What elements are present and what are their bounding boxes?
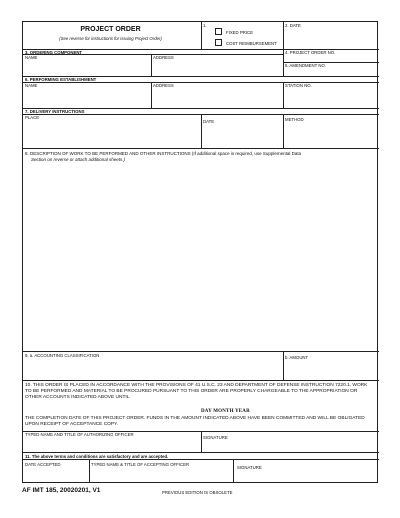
edition-note: PREVIOUS EDITION IS OBSOLETE [162,490,233,495]
delivery-method-label: METHOD [285,117,304,122]
delivery-date-field[interactable] [202,125,282,147]
delivery-method-field[interactable] [284,123,378,147]
form-title: PROJECT ORDER [80,26,141,33]
authorizing-officer-field[interactable] [24,438,200,451]
item1-number: 1. [203,23,207,28]
performing-name-label: NAME [25,83,38,88]
performing-address-label: ADDRESS [153,83,174,88]
accounting-classification-field[interactable] [24,359,282,379]
amendment-no-field[interactable] [284,68,378,75]
amount-field[interactable] [284,361,378,379]
delivery-date-label: DATE [203,119,215,124]
date-field[interactable] [284,29,378,46]
description-label-line1: 8. DESCRIPTION OF WORK TO BE PERFORMED AND OTHER INSTRUCTIONS (If additional space is required, use Supplemental Data [25,151,302,156]
day-month-year-label: DAY MONTH YEAR [201,409,250,414]
authorizing-officer-label: TYPED NAME AND TITLE OF AUTHORIZING OFFICER [25,432,134,437]
performing-name-field[interactable] [24,89,150,107]
completion-statement: THE COMPLETION DATE OF THIS PROJECT ORDER. FUNDS IN THE AMOUNT INDICATED ABOVE HAVE BEEN COMMITTED AND WILL BE OBLIGATED UPON RECEIPT OF ACCEPTANCE COPY. [25,416,365,427]
description-label-line2: Section on reverse or attach additional sheets.) [31,157,126,162]
amendment-no-label: 5. AMENDMENT NO. [285,63,326,68]
authorizing-signature-field[interactable] [202,441,378,451]
completion-date-field[interactable] [199,399,259,407]
amount-label: b. AMOUNT [285,355,309,360]
ordering-name-label: NAME [25,55,38,60]
accounting-classification-label: 9. a. ACCOUNTING CLASSIFICATION [25,353,100,358]
accepting-officer-field[interactable] [90,468,232,482]
accepting-officer-label: TYPED NAME & TITLE OF ACCEPTING OFFICER [91,462,190,467]
ordering-address-label: ADDRESS [153,55,174,60]
date-label: 2. DATE [285,23,301,28]
performing-establishment-heading: 6. PERFORMING ESTABLISHMENT [25,77,97,82]
accepting-signature-field[interactable] [234,471,378,482]
authorizing-signature-label: SIGNATURE [203,435,228,440]
ordering-component-heading: 3. ORDERING COMPONENT [25,50,83,55]
authorization-statement: 10. THIS ORDER IS PLACED IN ACCORDANCE WITH THE PROVISIONS OF 41 U.S.C. 23 AND DEPARTMENT OF DEFENSE INSTRUCTION 7220.1. WORK TO BE PERFORMED AND MATERIAL TO BE PROCURED PURSUANT TO THIS ORDER ARE PROPERLY CHARGEABLE TO THE APPROPRIATION OR OTHER ACCOUNTS INDICATED ABOVE UNTIL [25,383,368,400]
fixed-price-label: FIXED PRICE [226,30,253,35]
delivery-instructions-heading: 7. DELIVERY INSTRUCTIONS [25,109,85,114]
form-id: AF IMT 185, 20020201, V1 [22,487,101,494]
ordering-address-field[interactable] [152,61,282,75]
date-accepted-field[interactable] [24,468,88,482]
fixed-price-checkbox[interactable] [215,28,222,35]
cost-reimbursement-checkbox[interactable] [215,39,222,46]
acceptance-heading: 11. The above terms and conditions are satisfactory and are accepted. [25,454,169,459]
performing-address-field[interactable] [152,89,282,107]
station-no-field[interactable] [284,89,378,107]
delivery-place-label: PLACE [25,115,40,120]
description-field[interactable] [24,164,378,350]
project-order-form [22,21,378,483]
project-order-no-label: 4. PROJECT ORDER NO. [285,50,336,55]
cost-reimbursement-label: COST REIMBURSEMENT [226,41,277,46]
ordering-name-field[interactable] [24,61,150,75]
project-order-no-field[interactable] [284,55,378,61]
date-accepted-label: DATE ACCEPTED [25,462,61,467]
accepting-signature-label: SIGNATURE [237,465,262,470]
delivery-place-field[interactable] [24,121,200,147]
form-subtitle: (See reverse for instructions for issuing Project Order) [59,36,162,41]
station-no-label: STATION NO. [285,83,312,88]
